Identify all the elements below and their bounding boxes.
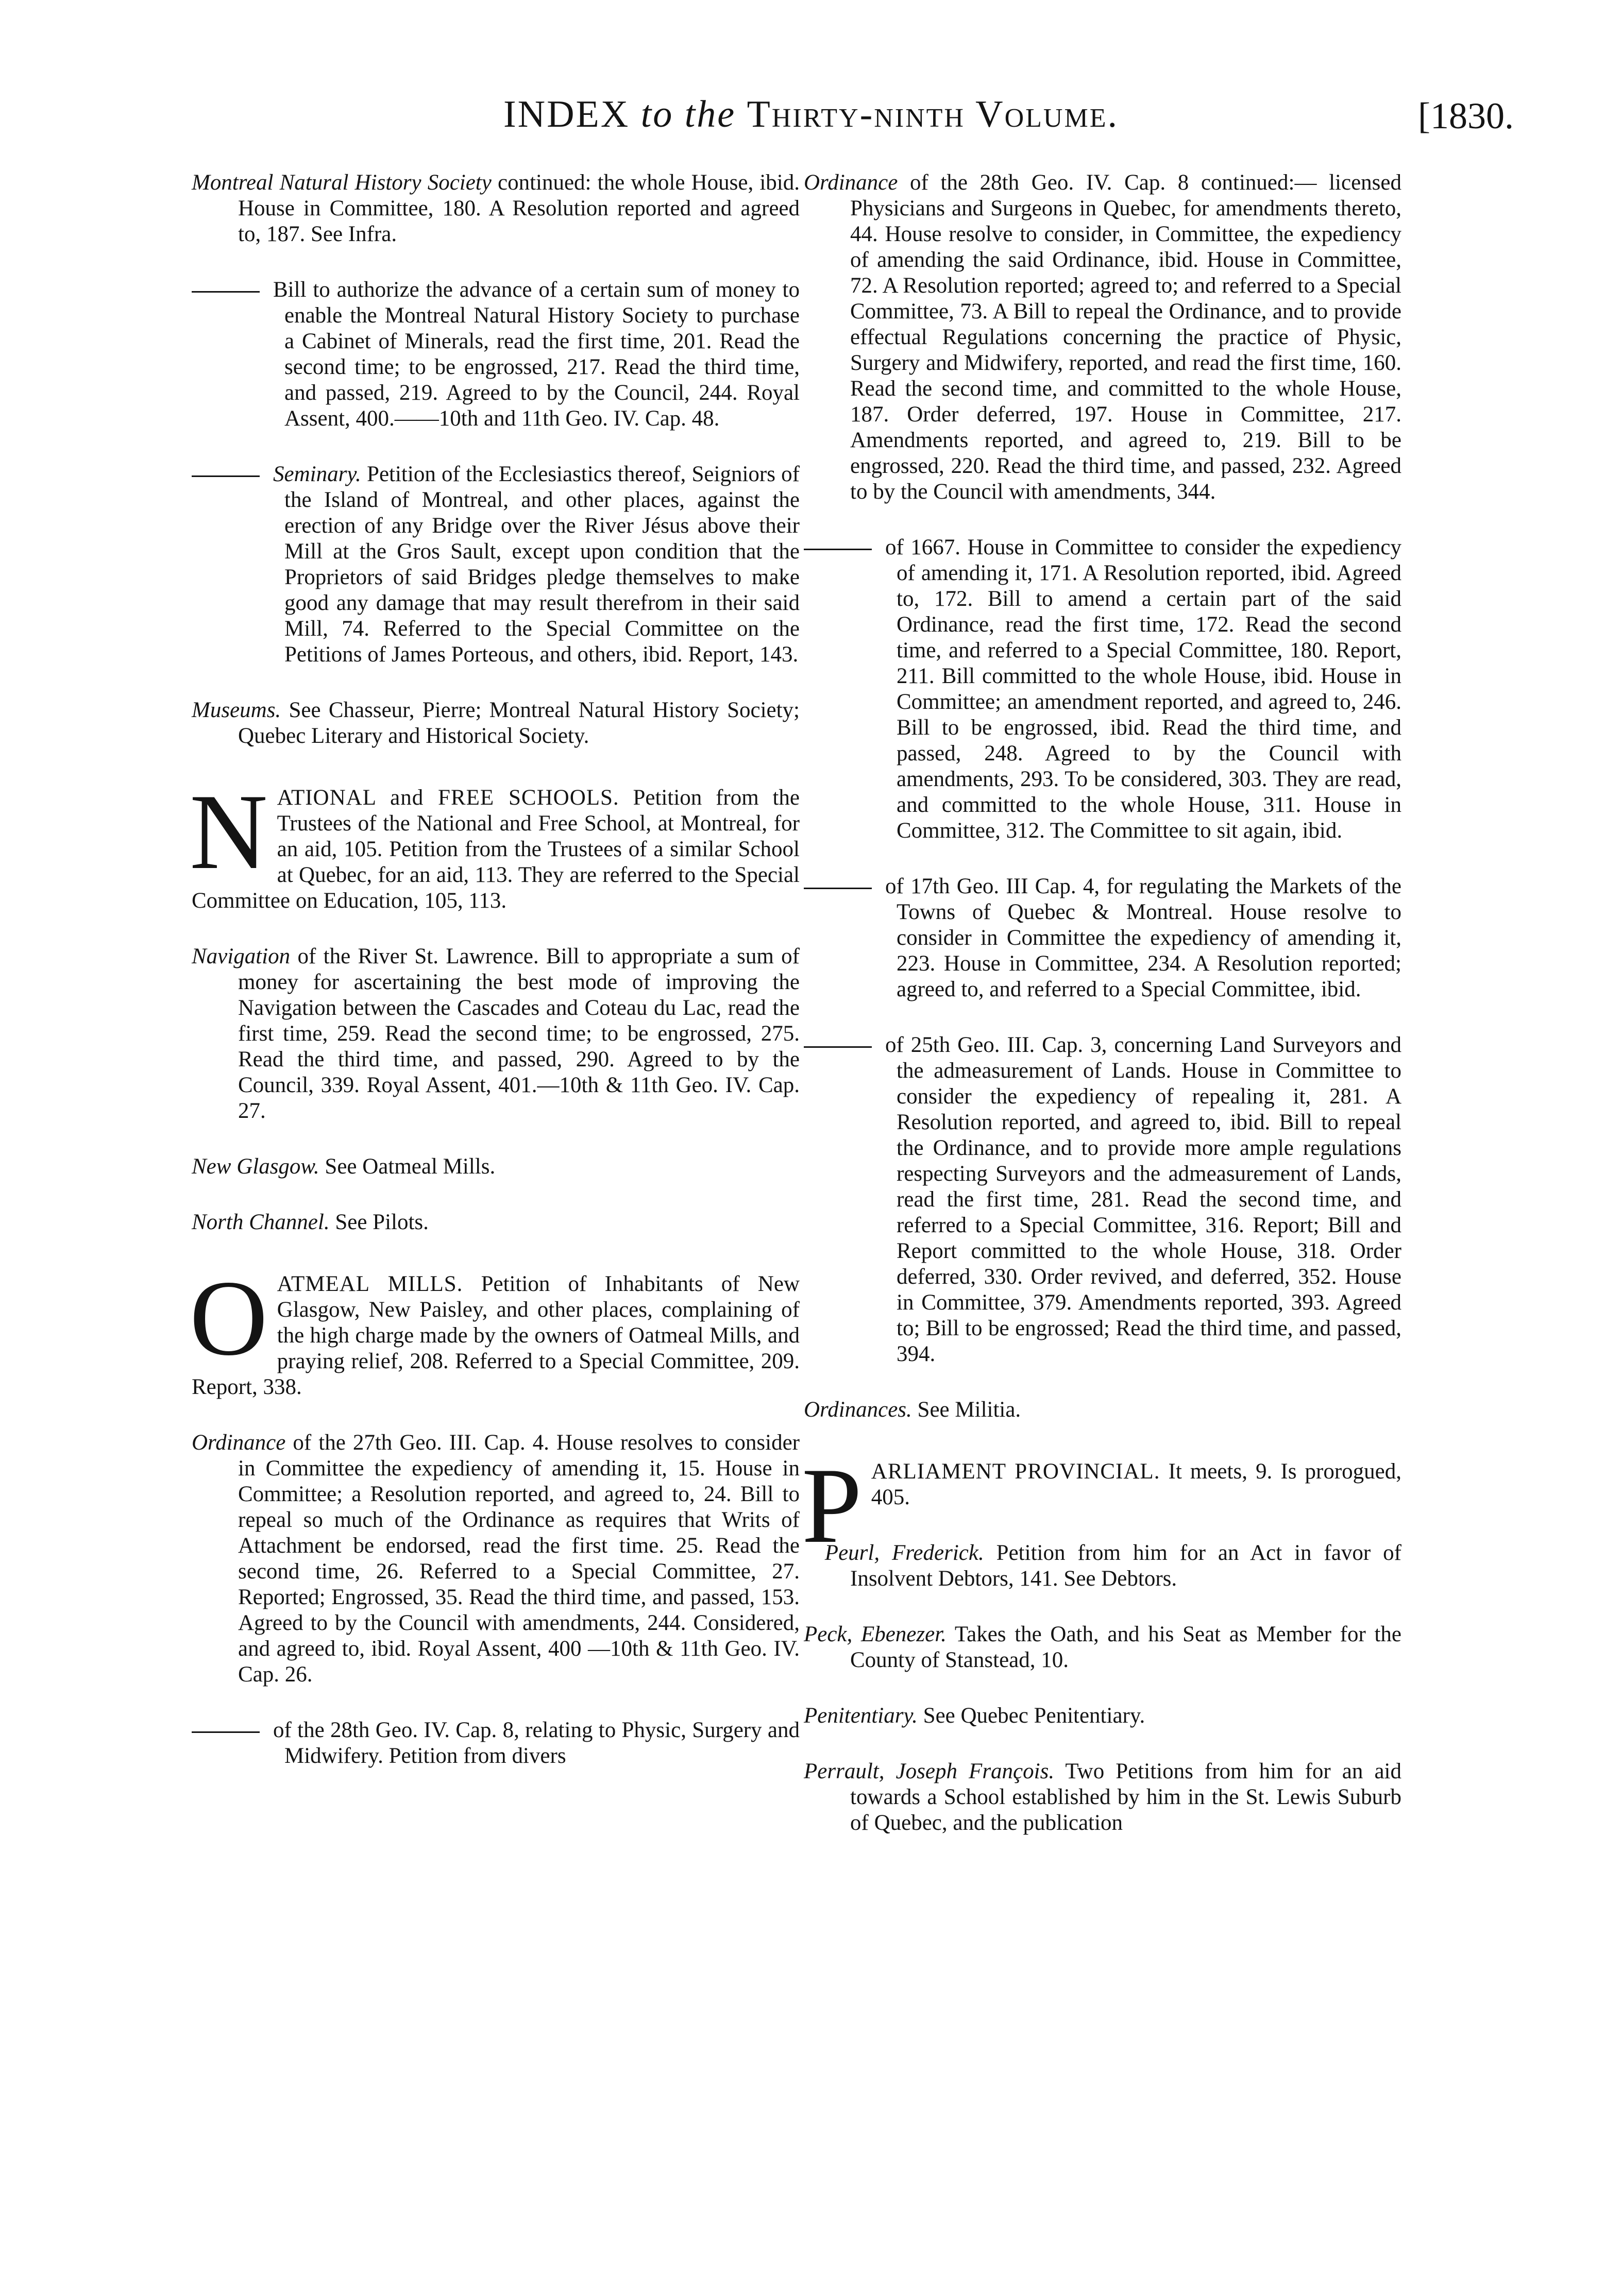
left-column [192,170,800,1799]
entry-text: See Oatmeal Mills. [319,1154,496,1179]
dash-rule [804,549,872,550]
index-entry-new-glasgow [192,1154,800,1180]
section-text: It meets, 9. Is prorogued, 405. [871,1459,1402,1509]
page-year: [1830. [1418,95,1514,137]
entry-text: See Pilots. [329,1210,429,1234]
index-entry-montreal-natural-history [192,170,800,247]
section-text: Petition from the Trustees of the National and Free School, at Montreal, for an aid, 105. Petition from the Trustees of a similar School at Quebec, for an aid, 113. They are referred to the Special Committee on Education, 105, 113. [192,786,800,913]
index-entry-peck [804,1622,1401,1673]
dash-rule [804,1046,872,1048]
index-subentry-ordinance-17th [804,874,1401,1002]
entry-head: Museums. [192,698,281,722]
index-subentry-bill-cabinet [192,277,800,432]
entry-head: North Channel. [192,1210,330,1234]
entry-text: of the River St. Lawrence. Bill to appropriate a sum of money for ascertaining the best mode of improving the Navigation between the Cascades and Coteau du Lac, read the first time, 259. Read the second time; to be engrossed, 275. Read the third time, and passed, 290. Agreed to by the Council, 339. Royal Assent, 401.—10th & 11th Geo. IV. Cap. 27. [238,944,800,1123]
index-subentry-ordinance-25th [804,1032,1401,1367]
entry-text: continued: the whole House, ibid. House in Committee, 180. A Resolution reported and agreed to, 187. See Infra. [238,171,800,246]
index-entry-navigation [192,944,800,1124]
dash-rule [192,1731,260,1733]
entry-text: See Militia. [911,1398,1021,1422]
index-entry-peurl [804,1540,1401,1592]
index-entry-north-channel [192,1210,800,1235]
right-column [804,170,1401,1866]
drop-cap: P [802,1446,862,1566]
index-entry-ordinance-28th-continued [804,170,1401,505]
drop-cap: O [190,1258,268,1378]
entry-text: Petition of the Ecclesiastics thereof, Seigniors of the Island of Montreal, and other places, against the erection of any Bridge over the River Jésus above their Mill at the Gros Sault, except upon condition that the Proprietors of said Bridges pledge themselves to make good any damage that may result therefrom in their said Mill, 74. Referred to the Special Committee on the Petitions of James Porteous, and others, ibid. Report, 143. [284,462,800,667]
section-heading: ATMEAL MILLS. [277,1272,463,1296]
page-header [0,93,1622,149]
index-subentry-seminary [192,462,800,668]
index-entry-ordinance-27th [192,1430,800,1688]
entry-text: of the 28th Geo. IV. Cap. 8, relating to Physic, Surgery and Midwifery. Petition from divers [273,1718,800,1768]
entry-text: of the 28th Geo. IV. Cap. 8 continued:— licensed Physicians and Surgeons in Quebec, for amendments thereto, 44. House resolve to consider, in Committee, the expediency of amending the said Ordinance, ibid. House in Committee, 72. A Resolution reported; agreed to; and referred to a Special Committee, 73. A Bill to repeal the Ordinance, and to provide effectual Regulations concerning the practice of Physic, Surgery and Midwifery, reported, and read the first time, 160. Read the second time, and committed to the whole House, 187. Order deferred, 197. House in Committee, 217. Amendments reported, and agreed to, 219. Bill to be engrossed, 220. Read the third time, and passed, 232. Agreed to by the Council with amendments, 344. [850,171,1401,504]
entry-head: Seminary. [273,462,361,486]
dash-rule [804,888,872,889]
index-subentry-ordinance-28th [192,1717,800,1769]
entry-head: Ordinances. [804,1398,912,1422]
entry-head: Ordinance [192,1431,286,1455]
index-entry-ordinances [804,1397,1401,1423]
section-heading: ATIONAL and FREE SCHOOLS. [277,786,619,810]
entry-head: Montreal Natural History Society [192,171,492,195]
entry-head: Peck, Ebenezer. [804,1622,947,1646]
entry-text: Two Petitions from him for an aid towards a School established by him in the St. Lewis Suburb of Quebec, and the publication [850,1759,1402,1835]
section-heading: ARLIAMENT PROVINCIAL. [871,1459,1160,1484]
entry-text: See Chasseur, Pierre; Montreal Natural History Society; Quebec Literary and Historical Society. [238,698,800,748]
title-prefix: INDEX [503,93,630,135]
entry-text: of 1667. House in Committee to consider the expediency of amending it, 171. A Resolution reported, ibid. Agreed to, 172. Bill to amend a certain part of the said Ordinance, read the first time, 172. Read the second time, and referred to a Special Committee, 180. Report, 211. Bill committed to the whole House, ibid. House in Committee; an amendment reported, and agreed to, 246. Bill to be engrossed, ibid. Read the third time, and passed, 248. Agreed to by the Council with amendments, 293. To be considered, 303. They are read, and committed to the whole House, 311. House in Committee, 312. The Committee to sit again, ibid. [885,535,1401,843]
entry-head: Penitentiary. [804,1704,918,1728]
entry-text: of the 27th Geo. III. Cap. 4. House resolves to consider in Committee the expediency of amending it, 15. House in Committee; a Resolution reported, and agreed to, 24. Bill to repeal so much of the Ordinance as requires that Writs of Attachment be endorsed, read the first time. 25. Read the second time, 26. Referred to a Special Committee, 27. Reported; Engrossed, 35. Read the third time, and passed, 153. Agreed to by the Council with amendments, 244. Considered, and agreed to, ibid. Royal Assent, 400 —10th & 11th Geo. IV. Cap. 26. [238,1431,800,1687]
entry-head: Navigation [192,944,291,968]
title-rest: Thirty-ninth Volume. [747,93,1119,135]
section-national-schools [190,772,800,914]
entry-text: of 25th Geo. III. Cap. 3, concerning Land Surveyors and the admeasurement of Lands. House in Committee to consider the expediency of repealing it, 281. A Resolution reported, and agreed to, ibid. Bill to repeal the Ordinance, and to provide more ample regulations respecting Surveyors and the admeasurement of Lands, read the first time, 281. Read the second time, and referred to a Special Committee, 316. Report; Bill and Report committed to the whole House, 318. Order deferred, 330. Order revived, and deferred, 352. House in Committee, 379. Amendments reported, 393. Agreed to; Bill to be engrossed; Read the third time, and passed, 394. [885,1033,1401,1366]
section-text: Petition of Inhabitants of New Glasgow, New Paisley, and other places, complaining of the high charge made by the owners of Oatmeal Mills, and praying relief, 208. Referred to a Special Committee, 209. Report, 338. [192,1272,800,1399]
entry-text: Petition from him for an Act in favor of Insolvent Debtors, 141. See Debtors. [850,1541,1401,1591]
entry-head: Ordinance [804,171,898,195]
running-title [0,93,1622,137]
index-entry-penitentiary [804,1703,1401,1729]
drop-cap: N [190,772,268,892]
entry-text: of 17th Geo. III Cap. 4, for regulating the Markets of the Towns of Quebec & Montreal. House resolve to consider in Committee the expediency of amending it, 223. House in Committee, 234. A Resolution reported; agreed to, and referred to a Special Committee, ibid. [885,874,1401,1001]
title-italic: to the [640,93,736,135]
entry-head: Peurl, Frederick. [824,1541,984,1565]
entry-text: Bill to authorize the advance of a certain sum of money to enable the Montreal Natural History Society to purchase a Cabinet of Minerals, read the first time, 201. Read the second time; to be engrossed, 217. Read the third time, and passed, 219. Agreed to by the Council, 244. Royal Assent, 400.——10th and 11th Geo. IV. Cap. 48. [273,278,800,431]
entry-head: Perrault, Joseph François. [804,1759,1055,1783]
entry-head: New Glasgow. [192,1154,319,1179]
index-entry-museums [192,698,800,749]
dash-rule [192,475,260,477]
index-subentry-ordinance-1667 [804,535,1401,844]
section-oatmeal-mills [190,1258,800,1400]
dash-rule [192,291,260,293]
entry-text: Takes the Oath, and his Seat as Member for the County of Stanstead, 10. [850,1622,1402,1672]
index-entry-perrault [804,1759,1401,1836]
entry-text: See Quebec Penitentiary. [917,1704,1145,1728]
